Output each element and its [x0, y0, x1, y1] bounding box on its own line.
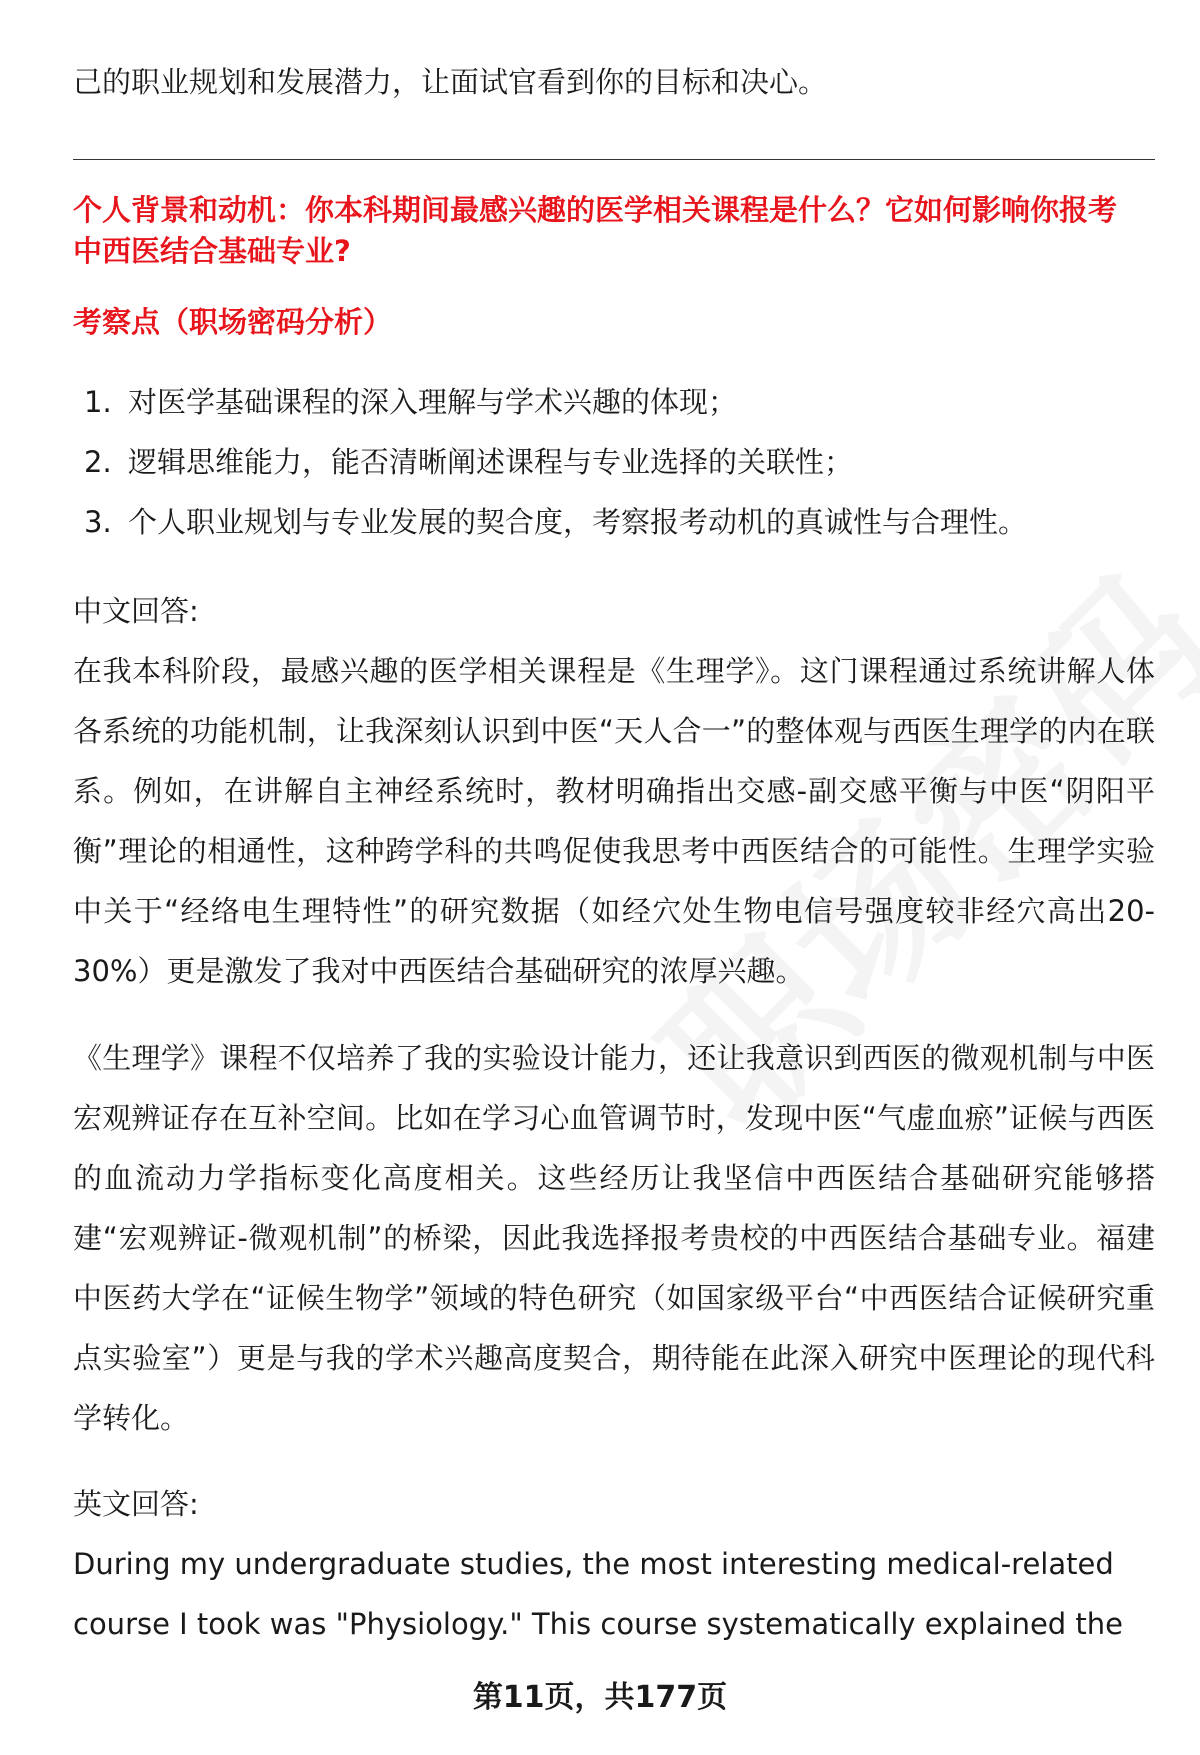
- chinese-answer-label: 中文回答:: [73, 594, 199, 628]
- chinese-answer-paragraph-2: 《生理学》课程不仅培养了我的实验设计能力，还让我意识到西医的微观机制与中医宏观辨证存在互补空间。比如在学习心血管调节时，发现中医“气虚血瘀”证候与西医的血流动力学指标变化高度相关。这些经历让我坚信中西医结合基础研究能够搭建“宏观辨证-微观机制”的桥梁，因此我选择报考贵校的中西医结合基础专业。福建中医药大学在“证候生物学”领域的特色研究（如国家级平台“中西医结合证候研究重点实验室”）更是与我的学术兴趣高度契合，期待能在此深入研究中医理论的现代科学转化。: [73, 1041, 1155, 1435]
- list-item: [84, 372, 1144, 432]
- list-number: 3.: [84, 505, 112, 539]
- analysis-title: 考察点（职场密码分析）: [73, 305, 393, 339]
- list-text: 逻辑思维能力，能否清晰阐述课程与专业选择的关联性；: [128, 445, 854, 479]
- question-heading: [73, 190, 1155, 272]
- continued-text: 己的职业规划和发展潜力，让面试官看到你的目标和决心。: [73, 65, 828, 99]
- question-line-1: 个人背景和动机：你本科期间最感兴趣的医学相关课程是什么？它如何影响你报考: [73, 193, 1118, 227]
- list-number: 2.: [84, 445, 112, 479]
- list-text: 对医学基础课程的深入理解与学术兴趣的体现；: [128, 385, 738, 419]
- question-line-2: 中西医结合基础专业?: [73, 234, 351, 268]
- list-item: [84, 432, 1144, 492]
- list-text: 个人职业规划与专业发展的契合度，考察报考动机的真诚性与合理性。: [128, 505, 1028, 539]
- list-item: [84, 492, 1144, 552]
- english-answer-label: 英文回答:: [73, 1487, 199, 1521]
- analysis-list: [84, 372, 1144, 552]
- page-number: 第11页，共177页: [472, 1680, 728, 1715]
- divider: [73, 159, 1155, 160]
- chinese-answer-paragraph-1: 在我本科阶段，最感兴趣的医学相关课程是《生理学》。这门课程通过系统讲解人体各系统的功能机制，让我深刻认识到中医“天人合一”的整体观与西医生理学的内在联系。例如，在讲解自主神经系统时，教材明确指出交感-副交感平衡与中医“阴阳平衡”理论的相通性，这种跨学科的共鸣促使我思考中西医结合的可能性。生理学实验中关于“经络电生理特性”的研究数据（如经穴处生物电信号强度较非经穴高出20-30%）更是激发了我对中西医结合基础研究的浓厚兴趣。: [73, 654, 1155, 988]
- list-number: 1.: [84, 385, 112, 419]
- english-answer-paragraph-1: During my undergraduate studies, the most interesting medical-related course I took was "Physiology." This course systematically explained the: [73, 1547, 1124, 1641]
